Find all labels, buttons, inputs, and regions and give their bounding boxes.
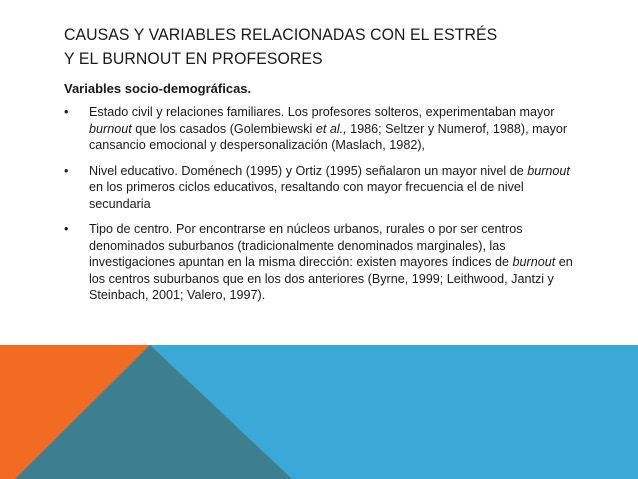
bullet-list bbox=[64, 104, 584, 313]
bullet-text: Tipo de centro. Por encontrarse en núcleos urbanos, rurales o por ser centros denominados suburbanos (tradicionalmente denominados marginales), las investigaciones apuntan en la misma dirección: existen mayores índices de bbox=[89, 222, 523, 269]
italic-term: burnout bbox=[512, 255, 556, 269]
bullet-mark: • bbox=[64, 163, 69, 178]
italic-term: et al., bbox=[315, 121, 347, 136]
bullet-mark: • bbox=[64, 222, 69, 236]
bullet-mark: • bbox=[64, 105, 69, 119]
bullet-text: Nivel educativo. Doménech (1995) y Ortiz (1995) señalaron un mayor nivel de bbox=[89, 163, 528, 178]
italic-term: burnout bbox=[89, 121, 132, 136]
italic-term: burnout bbox=[527, 163, 570, 178]
bullet-text: que los casados (Golembiewski bbox=[131, 121, 316, 136]
bullet-text: en los primeros ciclos educativos, resaltando con mayor frecuencia el de nivel secundaria bbox=[89, 180, 524, 211]
bullet-text: Estado civil y relaciones familiares. Los profesores solteros, experimentaban mayor bbox=[89, 105, 555, 119]
bullet-item bbox=[64, 163, 584, 213]
bullet-text: 1986; Seltzer y Numerof, 1988), mayor cansancio emocional y despersonalización (Maslach, 1982), bbox=[89, 121, 568, 152]
bullet-item bbox=[64, 221, 584, 304]
slide-title: CAUSAS Y VARIABLES RELACIONADAS CON EL ESTRÉS Y EL BURNOUT EN PROFESORES bbox=[64, 25, 498, 68]
bullet-text: en los centros suburbanos que en los dos anteriores (Byrne, 1999; Leithwood, Jantzi y Steinbach, 2001; Valero, 1997). bbox=[89, 255, 573, 302]
section-subtitle: Variables socio-demográficas. bbox=[64, 81, 252, 96]
bullet-item bbox=[64, 104, 584, 154]
